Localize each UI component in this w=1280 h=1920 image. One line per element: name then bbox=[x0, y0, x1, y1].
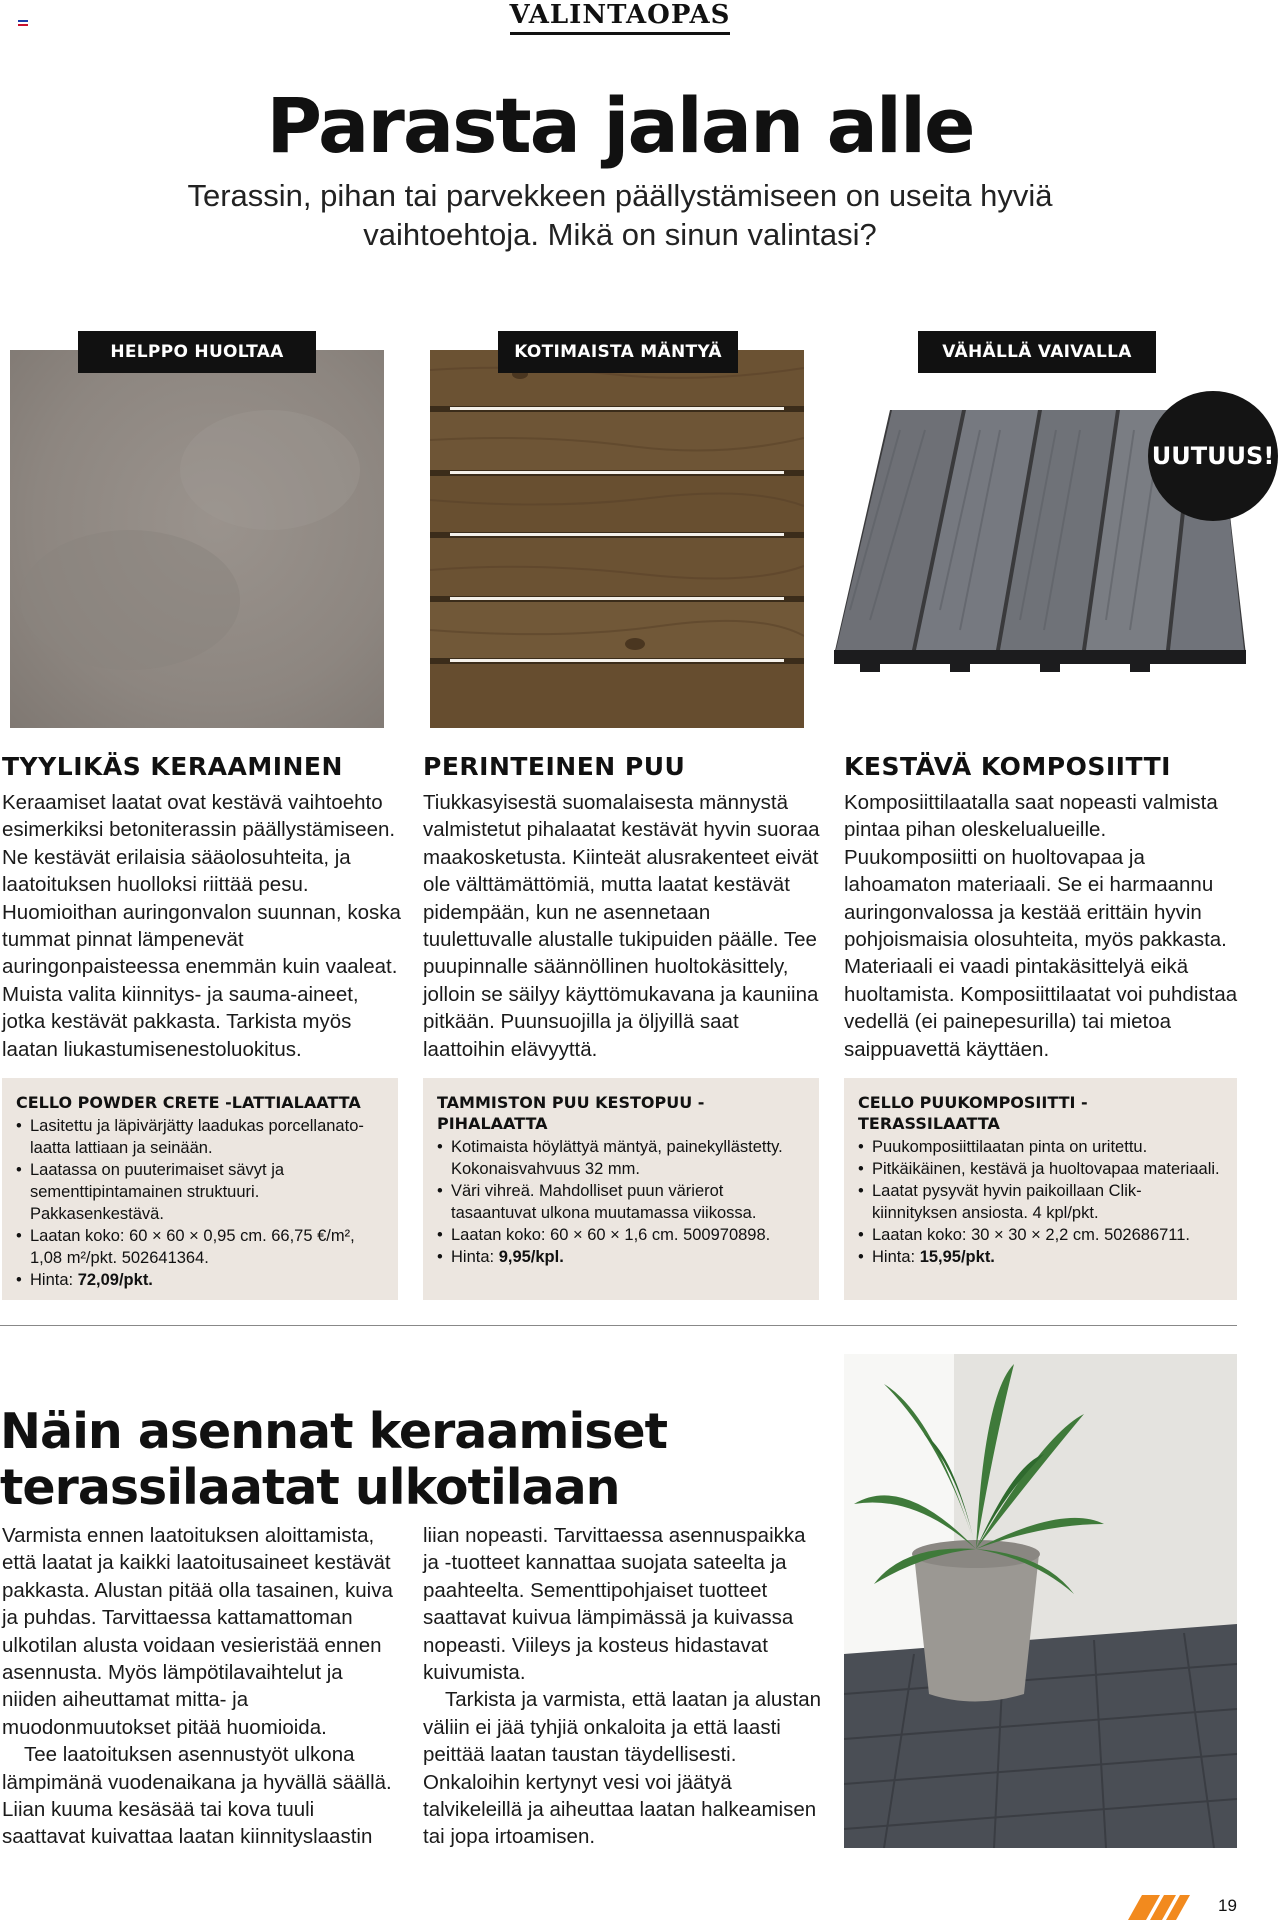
wood-bullet: • Väri vihreä. Mahdolliset puun värierot tasaantuvat ulkona muutamassa viikossa. bbox=[437, 1180, 805, 1224]
install-paragraph: Tee laatoituksen asennustyöt ulkona lämpimänä vuodenaikana ja hyvällä säällä. Liian kuuma kesäsää tai kova tuuli saattavat kuivattaa laatan kiinnityslaastin bbox=[2, 1743, 392, 1849]
ceramic-product-name: CELLO POWDER CRETE -LATTIALAATTA bbox=[16, 1093, 361, 1112]
composite-price bbox=[858, 1246, 1223, 1268]
price-value: 15,95/pkt. bbox=[919, 1248, 995, 1266]
ceramic-bullet: • Lasitettu ja läpivärjätty laadukas porcellanato-laatta lattiaan ja seinään. bbox=[16, 1115, 384, 1159]
wood-product-name: TAMMISTON PUU KESTOPUU -PIHALAATTA bbox=[437, 1093, 705, 1133]
price-label: Hinta: bbox=[451, 1248, 499, 1266]
ceramic-heading: TYYLIKÄS KERAAMINEN bbox=[2, 752, 343, 781]
wood-text: Tiukkasyisestä suomalaisesta männystä valmistetut pihalaatat kestävät hyvin suoraa maakosketusta. Kiinteät alusrakenteet eivät ole välttämättömiä, mutta laatat kestävät pidempään, kun ne asennetaan tuulettuvalle alustalle tukipuiden päälle. Tee puupinnalle säännöllinen huoltokäsittely, jolloin se säilyy käyttömukavana ja kauniina pitkään. Puunsuojilla ja öljyillä saat laattoihin elävyyttä. bbox=[423, 791, 820, 1061]
composite-bullet: • Laatan koko: 30 × 30 × 2,2 cm. 502686711. bbox=[858, 1224, 1223, 1246]
ceramic-bullet: • Laatassa on puuterimaiset sävyt ja sementtipintamainen struktuuri. Pakkasenkestävä. bbox=[16, 1159, 384, 1225]
composite-bullet: • Puukomposiittilaatan pinta on uritettu. bbox=[858, 1136, 1223, 1158]
page-number: 19 bbox=[1218, 1896, 1237, 1915]
product-column-ceramic bbox=[2, 752, 402, 1063]
ceramic-tile-image bbox=[10, 350, 384, 728]
install-column-2 bbox=[423, 1522, 823, 1851]
install-paragraph: Tarkista ja varmista, että laatan ja alustan väliin ei jää tyhjiä onkaloita ja että laasti peittää laatan taustan täydellisesti. Onkaloihin kertynyt vesi voi jäätyä talvikeleillä ja aiheuttaa laatan halkeamisen tai jopa irtoamisen. bbox=[423, 1688, 822, 1849]
product-info-ceramic bbox=[2, 1078, 398, 1300]
ceramic-price bbox=[16, 1269, 384, 1291]
composite-bullet: • Laatat pysyvät hyvin paikoillaan Clik-kiinnityksen ansiosta. 4 kpl/pkt. bbox=[858, 1180, 1223, 1224]
terrace-plant-photo bbox=[844, 1354, 1237, 1848]
ceramic-bullet: • Laatan koko: 60 × 60 × 0,95 cm. 66,75 €/m², 1,08 m²/pkt. 502641364. bbox=[16, 1225, 384, 1269]
page-title: Parasta jalan alle bbox=[266, 81, 974, 170]
install-paragraph: liian nopeasti. Tarvittaessa asennuspaikka ja -tuotteet kannattaa suojata sateelta ja paahteelta. Sementtipohjaiset tuotteet saattavat kuivua lämpimässä ja kuivassa nopeasti. Viileys ja kosteus hidastavat kuivumista. bbox=[423, 1524, 806, 1685]
kicker-text: VALINTAOPAS bbox=[510, 0, 731, 35]
composite-bullet: • Pitkäikäinen, kestävä ja huoltovapaa materiaali. bbox=[858, 1158, 1223, 1180]
product-column-wood bbox=[423, 752, 823, 1063]
section-kicker bbox=[0, 0, 1240, 35]
ceramic-text: Keraamiset laatat ovat kestävä vaihtoehto esimerkiksi betoniterassin päällystämiseen. Ne kestävät erilaisia sääolosuhteita, ja laatoituksen huolloksi riittää pesu. Huomioithan auringonvalon suunnan, koska tummat pinnat lämpenevät auringonpaisteessa enemmän kuin vaaleat. Muista valita kiinnitys- ja sauma-aineet, jotka kestävät pakkasta. Tarkista myös laatan liukastumisenestoluokitus. bbox=[2, 791, 401, 1061]
section-divider bbox=[0, 1325, 1237, 1326]
product-column-composite bbox=[844, 752, 1244, 1063]
product-info-wood bbox=[423, 1078, 819, 1300]
composite-product-name: CELLO PUUKOMPOSIITTI -TERASSILAATTA bbox=[858, 1093, 1088, 1133]
price-value: 9,95/kpl. bbox=[498, 1248, 564, 1266]
product-info-composite bbox=[844, 1078, 1237, 1300]
install-paragraph: Varmista ennen laatoituksen aloittamista, että laatat ja kaikki laatoitusaineet kestävät pakkasta. Alustan pitää olla tasainen, kuiva ja puhdas. Tarvittaessa kattamattoman ulkotilan alusta voidaan vesieristää ennen asennusta. Myös lämpötilavaihtelut ja niiden aiheuttamat mitta- ja muodonmuutokset pitää huomioida. bbox=[2, 1524, 393, 1739]
page-subtitle: Terassin, pihan tai parvekkeen päällystämiseen on useita hyviä vaihtoehtoja. Mikä on sinun valintasi? bbox=[187, 178, 1053, 252]
install-column-1 bbox=[2, 1522, 402, 1851]
wood-bullet: • Kotimaista höylättyä mäntyä, painekyllästetty. Kokonaisvahvuus 32 mm. bbox=[437, 1136, 805, 1180]
brand-stripes-icon bbox=[1128, 1895, 1200, 1920]
composite-text: Komposiittilaatalla saat nopeasti valmista pintaa pihan oleskelualueille. Puukomposiitti on huoltovapaa ja lahoamaton materiaali. Se ei harmaannu auringonvalossa ja kestää erittäin hyvin pohjoismaisia olosuhteita, myös pakkasta. Materiaali ei vaadi pintakäsittelyä eikä huoltamista. Komposiittilaatat voi puhdistaa vedellä (ei painepesurilla) tai mietoa saippuavettä käyttäen. bbox=[844, 791, 1238, 1061]
wood-tile-image bbox=[430, 350, 804, 728]
label-domestic-pine: KOTIMAISTA MÄNTYÄ bbox=[498, 331, 738, 373]
composite-heading: KESTÄVÄ KOMPOSIITTI bbox=[844, 752, 1171, 781]
price-value: 72,09/pkt. bbox=[77, 1271, 153, 1289]
wood-price bbox=[437, 1246, 805, 1268]
new-badge: UUTUUS! bbox=[1148, 391, 1278, 521]
wood-heading: PERINTEINEN PUU bbox=[423, 752, 686, 781]
wood-bullet: • Laatan koko: 60 × 60 × 1,6 cm. 500970898. bbox=[437, 1224, 805, 1246]
price-label: Hinta: bbox=[30, 1271, 78, 1289]
label-low-effort: VÄHÄLLÄ VAIVALLA bbox=[918, 331, 1156, 373]
price-label: Hinta: bbox=[872, 1248, 920, 1266]
install-heading: Näin asennat keraamiset terassilaatat ulkotilaan bbox=[0, 1403, 668, 1516]
label-easy-care: HELPPO HUOLTAA bbox=[78, 331, 316, 373]
